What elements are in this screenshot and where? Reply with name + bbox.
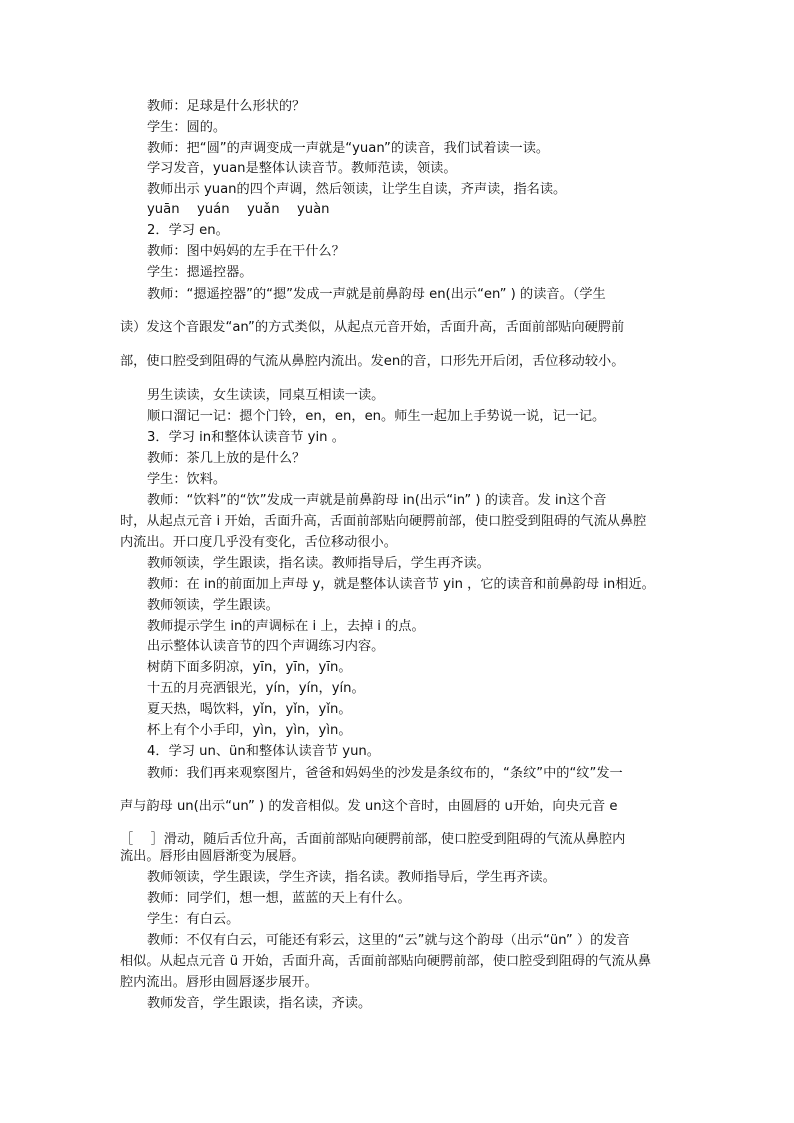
text-line: 男生读读，女生读读，同桌互相读一读。: [147, 388, 385, 403]
text-line: 教师：足球是什么形状的？: [147, 99, 306, 114]
text-line: 声与韵母 un(出示“un” ) 的发音相似。发 un这个音时，由圆唇的 u开始，向央元音 e: [120, 799, 618, 814]
text-line: 教师：我们再来观察图片，爸爸和妈妈坐的沙发是条纹布的，“条纹”中的“纹”发一: [147, 766, 623, 781]
text-line: 流出。唇形由圆唇渐变为展唇。: [120, 849, 305, 864]
text-line: 相似。从起点元音 ü 开始，舌面升高，舌面前部贴向硬腭前部，使口腔受到阻碍的气流从鼻: [120, 954, 652, 969]
text-line: 内流出。开口度几乎没有变化，舌位移动很小。: [120, 535, 397, 550]
text-line: 教师提示学生 in的声调标在 i 上，去掉 i 的点。: [147, 619, 425, 634]
text-line: 杯上有个小手印，yìn，yìn，yìn。: [147, 723, 352, 738]
text-line: 教师领读，学生跟读，学生齐读，指名读。教师指导后，学生再齐读。: [147, 870, 556, 885]
text-line: 教师：在 in的前面加上声母 y，就是整体认读音节 yin ，它的读音和前鼻韵母 in相近。: [147, 577, 655, 592]
text-line: 教师：“摁遥控器”的“摁”发成一声就是前鼻韵母 en(出示“en” ) 的读音。（学生: [147, 287, 606, 302]
text-line: 教师：图中妈妈的左手在干什么？: [147, 244, 345, 259]
section-heading: 3．学习 in和整体认读音节 yin 。: [147, 430, 345, 445]
text-line: 教师：茶几上放的是什么？: [147, 451, 306, 466]
text-line: 时，从起点元音 i 开始，舌面升高，舌面前部贴向硬腭前部，使口腔受到阻碍的气流从鼻腔: [120, 514, 647, 529]
text-line: 学生：有白云。: [147, 912, 240, 927]
text-line: 教师：同学们，想一想，蓝蓝的天上有什么。: [147, 891, 411, 906]
text-line: 学习发音，yuan是整体认读音节。教师范读，领读。: [147, 161, 457, 176]
text-line: yuān yuán yuǎn yuàn: [147, 202, 330, 217]
text-line: 教师：把“圆”的声调变成一声就是“yuan”的读音，我们试着读一读。: [147, 141, 550, 156]
text-line: 学生：摁遥控器。: [147, 265, 253, 280]
text-line: 出示整体认读音节的四个声调练习内容。: [147, 639, 385, 654]
section-heading: 2．学习 en。: [147, 223, 229, 238]
text-line: 读）发这个音跟发“an”的方式类似，从起点元音开始，舌面升高，舌面前部贴向硬腭前: [120, 320, 625, 335]
text-line: 夏天热，喝饮料，yǐn，yǐn，yǐn。: [147, 702, 352, 717]
text-line: 教师：“饮料”的“饮”发成一声就是前鼻韵母 in(出示“in” ) 的读音。发 in这个音: [147, 493, 607, 508]
text-line: 教师出示 yuan的四个声调，然后领读，让学生自读，齐声读，指名读。: [147, 182, 567, 197]
text-line: 教师领读，学生跟读，指名读。教师指导后，学生再齐读。: [147, 556, 490, 571]
section-heading: 4．学习 un、ün和整体认读音节 yun。: [147, 744, 380, 759]
text-line: ［ ］滑动，随后舌位升高，舌面前部贴向硬腭前部，使口腔受到阻碍的气流从鼻腔内: [120, 832, 626, 847]
text-line: 部，使口腔受到阻碍的气流从鼻腔内流出。发en的音，口形先开后闭，舌位移动较小。: [120, 354, 625, 369]
text-line: 腔内流出。唇形由圆唇逐步展开。: [120, 975, 318, 990]
text-line: 教师领读，学生跟读。: [147, 598, 279, 613]
text-line: 树荫下面多阴凉，yīn，yīn，yīn。: [147, 660, 352, 675]
text-line: 教师：不仅有白云，可能还有彩云，这里的“云”就与这个韵母（出示“ün” ）的发音: [147, 933, 630, 948]
text-line: 学生：圆的。: [147, 120, 227, 135]
text-line: 教师发音，学生跟读，指名读，齐读。: [147, 996, 372, 1011]
text-line: 十五的月亮洒银光，yín，yín，yín。: [147, 681, 365, 696]
text-line: 顺口溜记一记：摁个门铃，en，en，en。师生一起加上手势说一说，记一记。: [147, 409, 606, 424]
text-line: 学生：饮料。: [147, 472, 227, 487]
